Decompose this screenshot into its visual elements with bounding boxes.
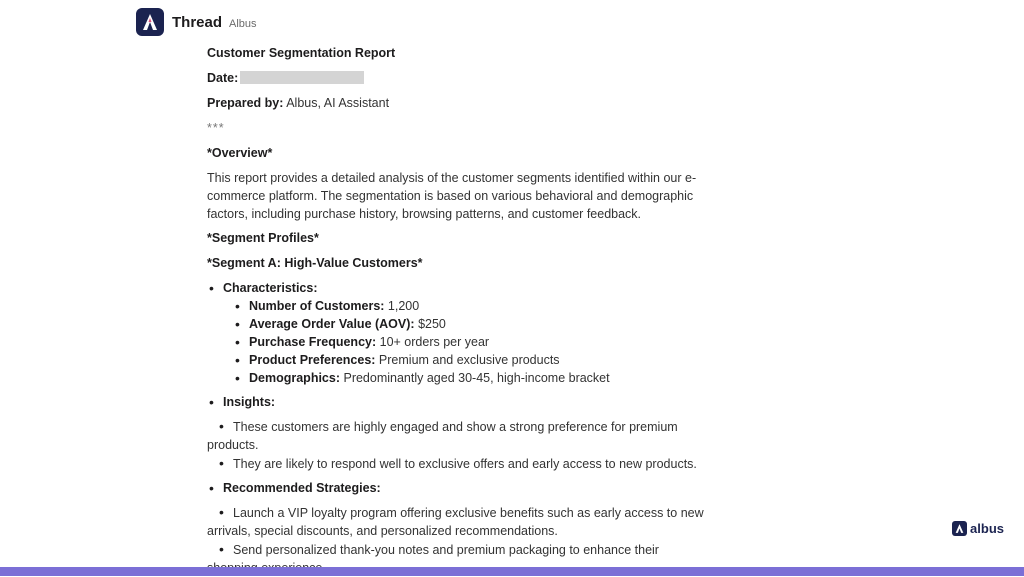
albus-watermark xyxy=(952,521,1004,536)
thread-title: Thread xyxy=(172,13,223,31)
date-line xyxy=(207,69,707,87)
redacted-date xyxy=(240,71,364,84)
prepared-value: Albus, AI Assistant xyxy=(286,96,390,110)
strategies-list xyxy=(207,479,707,497)
strategy-1: • Launch a VIP loyalty program offering exclusive benefits such as early access to new arrivals, special discounts, and personalized recommendations. xyxy=(207,504,704,538)
strategy-2: • Send personalized thank-you notes and premium packaging to enhance their xyxy=(219,541,659,557)
overview-text: This report provides a detailed analysis of the customer segments identified within our e-commerce platform. The segmentation is based on various behavioral and demographic factors, including purchase history, browsing patterns, and customer feedback. xyxy=(207,171,697,221)
profiles-heading: *Segment Profiles* xyxy=(207,231,319,245)
segment-a-heading: *Segment A: High-Value Customers* xyxy=(207,256,423,270)
separator: *** xyxy=(207,121,225,135)
prepared-label: Prepared by: xyxy=(207,96,284,110)
list-item: • Purchase Frequency: 10+ orders per year xyxy=(223,333,707,351)
albus-logo-icon xyxy=(952,521,967,536)
list-item: • Product Preferences: Premium and exclusive products xyxy=(223,351,707,369)
characteristics-list xyxy=(207,279,707,387)
footer-accent-bar xyxy=(0,567,1024,576)
albus-app-icon[interactable] xyxy=(136,8,164,36)
brand-name: albus xyxy=(970,521,1004,536)
thread-header xyxy=(136,6,257,38)
insights-item: • Insights: xyxy=(207,393,707,411)
prepared-line xyxy=(207,94,707,112)
overview-heading: *Overview* xyxy=(207,146,273,160)
report-message xyxy=(207,44,707,577)
insight-2: • They are likely to respond well to exclusive offers and early access to new products. xyxy=(219,455,697,471)
list-item: • Number of Customers: 1,200 xyxy=(223,297,707,315)
thread-subtitle: Albus xyxy=(229,17,257,30)
list-item: • Demographics: Predominantly aged 30-45, high-income bracket xyxy=(223,369,707,387)
insights-list xyxy=(207,393,707,411)
strategies-item: • Recommended Strategies: xyxy=(207,479,707,497)
characteristics-item: • Characteristics: • Number of Customers: 1,200 • Average Order Value (AOV): $250 • Purchase Frequency: 10+ orders per year • Product Preferences: Premium and exclusive products • Demographics: Predominantly aged 30-45, high-income bracket xyxy=(207,279,707,387)
insight-1: • These customers are highly engaged and show a strong preference for premium products. xyxy=(207,418,678,452)
report-title: Customer Segmentation Report xyxy=(207,46,396,60)
list-item: • Average Order Value (AOV): $250 xyxy=(223,315,707,333)
date-label: Date: xyxy=(207,71,239,85)
